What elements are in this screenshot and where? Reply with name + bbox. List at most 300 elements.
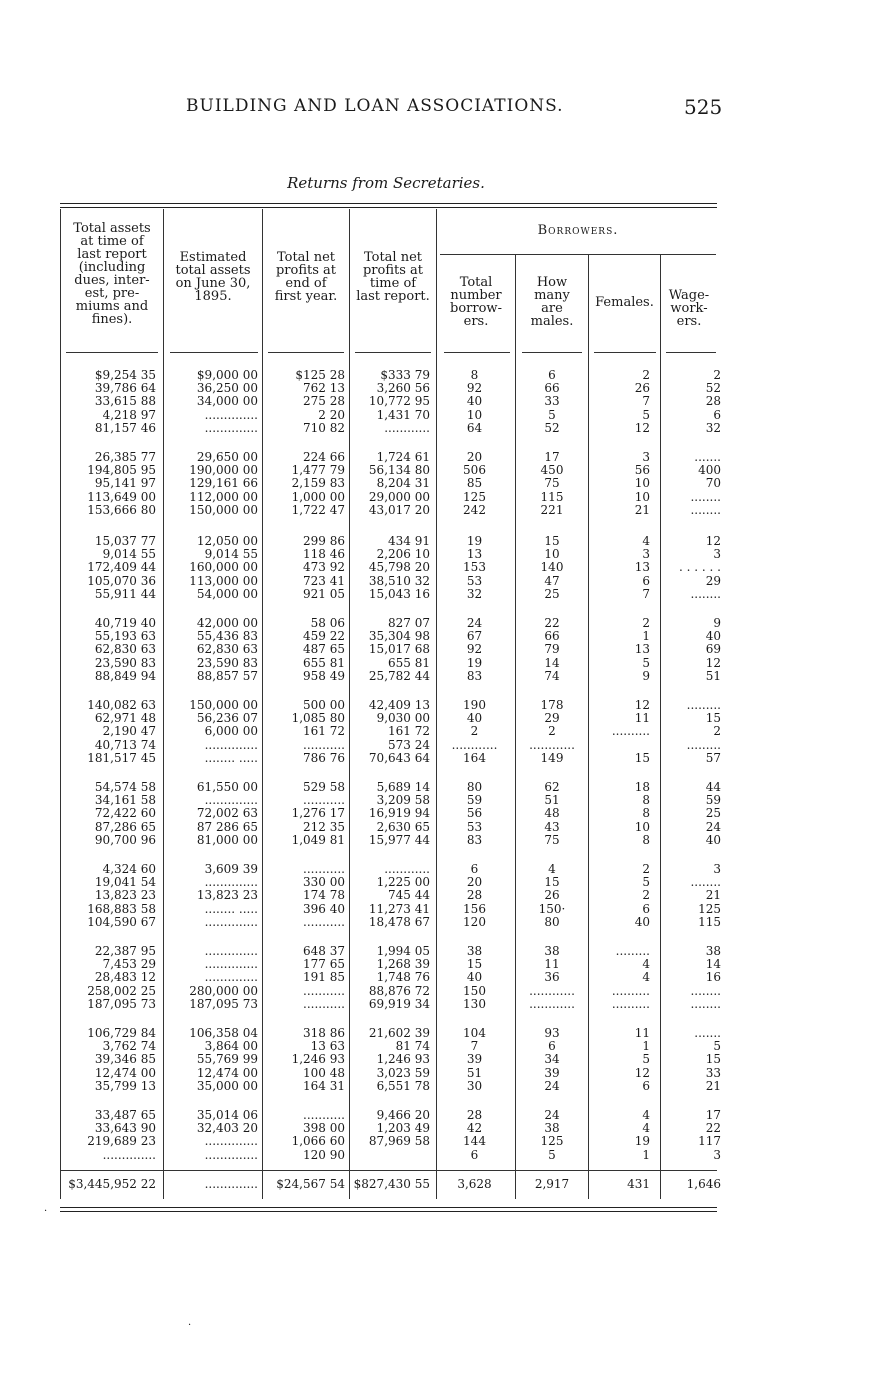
- cell-total-assets: 13,823 23: [94, 888, 156, 903]
- cell-estimated: ..............: [204, 944, 258, 958]
- cell-total-borrowers: 39: [466, 1052, 483, 1067]
- cell-wage-workers: 21: [705, 888, 721, 903]
- cell-total-borrowers: 51: [466, 1065, 483, 1080]
- cell-total-assets: 40,713 74: [94, 737, 156, 752]
- cell-profits-last: 16,919 94: [368, 806, 430, 821]
- cell-males: 15: [544, 534, 560, 548]
- cell-total-borrowers: 92: [466, 381, 483, 396]
- cell-profits-first: 174 78: [303, 888, 345, 903]
- cell-wage-workers: 38: [705, 944, 721, 958]
- cell-estimated: 3,609 39: [204, 862, 258, 876]
- cell-estimated: $9,000 00: [196, 368, 258, 382]
- cell-males: 36: [544, 970, 560, 985]
- cell-profits-last: 745 44: [388, 888, 430, 903]
- cell-total-borrowers: 20: [466, 875, 483, 890]
- cell-males: 149: [540, 750, 564, 765]
- cell-estimated: 106,358 04: [189, 1026, 258, 1040]
- cell-wage-workers: 125: [698, 901, 721, 916]
- cell-profits-last: 38,510 32: [368, 573, 430, 588]
- cell-wage-workers: 3: [713, 1147, 721, 1162]
- cell-males: 75: [544, 476, 560, 491]
- cell-wage-workers: .......: [694, 1026, 721, 1040]
- cell-wage-workers: 32: [705, 420, 721, 435]
- cell-profits-last: 43,017 20: [368, 502, 430, 517]
- cell-females: 7: [642, 586, 650, 601]
- cell-wage-workers: 16: [705, 970, 721, 985]
- cell-males: 25: [544, 586, 560, 601]
- cell-wage-workers: ........: [690, 996, 721, 1011]
- total-males: 2,917: [534, 1177, 570, 1191]
- cell-females: 56: [634, 463, 650, 478]
- cell-total-assets: 181,517 45: [87, 750, 156, 765]
- cell-profits-first: 13 63: [310, 1039, 345, 1054]
- cell-estimated: ..............: [204, 1134, 258, 1149]
- cell-males: 52: [544, 420, 560, 435]
- cell-profits-first: 161 72: [303, 724, 345, 739]
- cell-females: 2: [642, 888, 650, 903]
- cell-profits-last: 9,030 00: [376, 711, 430, 726]
- cell-females: 11: [634, 711, 650, 726]
- cell-profits-last: 87,969 58: [368, 1134, 430, 1149]
- cell-females: ..........: [611, 996, 650, 1011]
- cell-estimated: ..............: [204, 793, 258, 808]
- cell-males: 115: [540, 489, 564, 504]
- cell-males: 14: [544, 655, 560, 670]
- cell-estimated: ..............: [204, 957, 258, 972]
- cell-wage-workers: 40: [705, 629, 721, 644]
- cell-total-assets: 40,719 40: [94, 616, 156, 630]
- cell-total-assets: 81,157 46: [94, 420, 156, 435]
- cell-total-assets: 3,762 74: [102, 1039, 156, 1054]
- cell-total-assets: 34,161 58: [94, 793, 156, 808]
- header-profits-last: Total net profits at time of last report.: [356, 250, 430, 304]
- cell-estimated: 112,000 00: [189, 489, 258, 504]
- cell-wage-workers: 9: [713, 616, 721, 630]
- cell-females: 2: [642, 368, 650, 382]
- cell-profits-first: 710 82: [303, 420, 345, 435]
- cell-females: ..........: [611, 724, 650, 739]
- cell-estimated: ..............: [204, 737, 258, 752]
- cell-wage-workers: 14: [705, 957, 721, 972]
- cell-estimated: 72,002 63: [196, 806, 258, 821]
- cell-males: ............: [529, 996, 575, 1011]
- cell-profits-first: 318 86: [303, 1026, 345, 1040]
- cell-total-borrowers: 38: [466, 944, 483, 958]
- cell-total-assets: 4,324 60: [102, 862, 156, 876]
- cell-males: 79: [544, 642, 560, 657]
- cell-total-assets: 187,095 73: [87, 996, 156, 1011]
- header-estimated: Estimated total assets on June 30, 1895.: [175, 250, 251, 304]
- cell-profits-first: 762 13: [303, 381, 345, 396]
- cell-females: 1: [642, 629, 650, 644]
- cell-profits-last: 10,772 95: [368, 394, 430, 409]
- cell-wage-workers: 2: [713, 724, 721, 739]
- cell-wage-workers: 33: [705, 1065, 721, 1080]
- cell-profits-last: 1,748 76: [376, 970, 430, 985]
- cell-total-assets: 7,453 29: [102, 957, 156, 972]
- cell-females: 21: [634, 502, 650, 517]
- cell-estimated: 29,650 00: [196, 450, 258, 464]
- cell-profits-last: 81 74: [395, 1039, 430, 1054]
- cell-total-borrowers: 153: [463, 560, 486, 575]
- borrowers-rule: [440, 254, 716, 255]
- cell-profits-first: 786 76: [303, 750, 345, 765]
- cell-total-borrowers: 92: [466, 642, 483, 657]
- total-profits-first: $24,567 54: [276, 1177, 345, 1191]
- cell-males: 62: [544, 780, 560, 794]
- cell-females: 12: [634, 698, 650, 712]
- total-assets: $3,445,952 22: [68, 1177, 156, 1191]
- cell-total-assets: $9,254 35: [94, 368, 156, 382]
- cell-estimated: 13,823 23: [196, 888, 258, 903]
- cell-profits-last: 5,689 14: [376, 780, 430, 794]
- cell-estimated: ........ .....: [204, 901, 258, 916]
- cell-profits-last: 6,551 78: [376, 1078, 430, 1093]
- cell-profits-last: 45,798 20: [368, 560, 430, 575]
- cell-profits-last: 3,209 58: [376, 793, 430, 808]
- cell-males: 6: [548, 368, 556, 382]
- cell-profits-first: 275 28: [303, 394, 345, 409]
- cell-profits-first: 921 05: [303, 586, 345, 601]
- cell-profits-first: ...........: [303, 914, 345, 929]
- total-profits-last: $827,430 55: [353, 1177, 430, 1191]
- cell-profits-first: 396 40: [303, 901, 345, 916]
- cell-total-assets: 35,799 13: [94, 1078, 156, 1093]
- cell-males: 10: [544, 547, 560, 562]
- cell-females: 18: [634, 780, 650, 794]
- cell-profits-last: 35,304 98: [368, 629, 430, 644]
- cell-females: 4: [642, 1121, 650, 1136]
- bottom-rule: [60, 1207, 717, 1208]
- cell-wage-workers: 69: [705, 642, 721, 657]
- cell-profits-first: 177 65: [303, 957, 345, 972]
- cell-total-assets: 33,487 65: [94, 1108, 156, 1122]
- cell-total-borrowers: 20: [466, 450, 483, 464]
- totals-rule: [60, 1170, 717, 1171]
- cell-females: 10: [634, 489, 650, 504]
- header-total-assets: Total assets at time of last report (including dues, inter- est, pre- miums and fines).: [73, 221, 151, 327]
- header-rule: [170, 352, 258, 353]
- cell-estimated: 3,864 00: [204, 1039, 258, 1054]
- cell-wage-workers: 24: [705, 819, 721, 834]
- cell-profits-first: 1,276 17: [291, 806, 345, 821]
- cell-profits-first: 212 35: [303, 819, 345, 834]
- cell-males: 221: [540, 502, 564, 517]
- cell-total-borrowers: 53: [466, 573, 483, 588]
- cell-total-assets: 168,883 58: [87, 901, 156, 916]
- cell-total-assets: 87,286 65: [94, 819, 156, 834]
- cell-profits-first: 58 06: [310, 616, 345, 630]
- cell-total-assets: 22,387 95: [94, 944, 156, 958]
- cell-estimated: 280,000 00: [189, 983, 258, 998]
- cell-males: 26: [544, 888, 560, 903]
- cell-profits-last: 56,134 80: [368, 463, 430, 478]
- cell-total-assets: 26,385 77: [94, 450, 156, 464]
- cell-profits-first: 164 31: [303, 1078, 345, 1093]
- cell-profits-last: 15,977 44: [368, 832, 430, 847]
- cell-profits-last: 15,017 68: [368, 642, 430, 657]
- cell-males: 17: [544, 450, 560, 464]
- cell-profits-last: 3,260 56: [376, 381, 430, 396]
- cell-estimated: 55,436 83: [196, 629, 258, 644]
- cell-estimated: 150,000 00: [189, 502, 258, 517]
- cell-total-borrowers: 144: [463, 1134, 486, 1149]
- cell-wage-workers: 117: [698, 1134, 721, 1149]
- cell-total-borrowers: 190: [463, 698, 486, 712]
- cell-females: 40: [634, 914, 650, 929]
- cell-profits-last: 2,206 10: [376, 547, 430, 562]
- cell-wage-workers: 28: [705, 394, 721, 409]
- cell-females: 4: [642, 957, 650, 972]
- cell-total-assets: 23,590 83: [94, 655, 156, 670]
- header-rule: [268, 352, 344, 353]
- cell-profits-last: 434 91: [388, 534, 430, 548]
- cell-profits-first: 118 46: [303, 547, 345, 562]
- cell-total-assets: 88,849 94: [94, 668, 156, 683]
- cell-males: 4: [548, 862, 556, 876]
- cell-profits-last: 1,225 00: [376, 875, 430, 890]
- cell-profits-last: 1,994 05: [376, 944, 430, 958]
- cell-wage-workers: 25: [705, 806, 721, 821]
- cell-total-borrowers: 104: [463, 1026, 486, 1040]
- cell-total-assets: 258,002 25: [87, 983, 156, 998]
- cell-total-borrowers: 24: [466, 616, 483, 630]
- cell-profits-first: 191 85: [303, 970, 345, 985]
- cell-profits-first: 330 00: [303, 875, 345, 890]
- cell-profits-last: 1,724 61: [376, 450, 430, 464]
- cell-profits-first: 655 81: [303, 655, 345, 670]
- cell-estimated: 9,014 55: [204, 547, 258, 562]
- cell-total-borrowers: 85: [466, 476, 483, 491]
- cell-profits-last: 1,203 49: [376, 1121, 430, 1136]
- header-females: Females.: [595, 295, 654, 310]
- cell-males: 34: [544, 1052, 560, 1067]
- cell-females: 19: [634, 1134, 650, 1149]
- cell-profits-last: 25,782 44: [368, 668, 430, 683]
- cell-wage-workers: 51: [705, 668, 721, 683]
- cell-females: 2: [642, 616, 650, 630]
- cell-males: ............: [529, 983, 575, 998]
- cell-estimated: 12,050 00: [196, 534, 258, 548]
- cell-estimated: 56,236 07: [196, 711, 258, 726]
- header-rule: [355, 352, 431, 353]
- cell-males: 24: [544, 1108, 560, 1122]
- cell-females: 3: [642, 547, 650, 562]
- cell-profits-first: ...........: [303, 737, 345, 752]
- cell-wage-workers: 17: [705, 1108, 721, 1122]
- cell-profits-first: 1,477 79: [291, 463, 345, 478]
- cell-profits-last: 18,478 67: [368, 914, 430, 929]
- cell-profits-first: 648 37: [303, 944, 345, 958]
- cell-total-borrowers: 59: [466, 793, 483, 808]
- cell-total-assets: 105,070 36: [87, 573, 156, 588]
- cell-wage-workers: 15: [705, 711, 721, 726]
- cell-total-borrowers: 506: [463, 463, 486, 478]
- cell-profits-first: 1,066 60: [291, 1134, 345, 1149]
- cell-profits-first: ...........: [303, 862, 345, 876]
- cell-males: 51: [544, 793, 560, 808]
- cell-males: 48: [544, 806, 560, 821]
- cell-total-assets: 194,805 95: [87, 463, 156, 478]
- cell-wage-workers: 44: [705, 780, 721, 794]
- cell-total-assets: 153,666 80: [87, 502, 156, 517]
- cell-profits-last: 69,919 34: [368, 996, 430, 1011]
- cell-profits-first: ...........: [303, 793, 345, 808]
- cell-total-assets: 140,082 63: [87, 698, 156, 712]
- cell-profits-first: 1,722 47: [291, 502, 345, 517]
- column-divider: [60, 209, 61, 1199]
- cell-profits-first: 723 41: [303, 573, 345, 588]
- cell-males: 125: [540, 1134, 564, 1149]
- cell-males: 140: [540, 560, 564, 575]
- cell-males: 80: [544, 914, 560, 929]
- header-rule: [444, 352, 510, 353]
- cell-wage-workers: 22: [705, 1121, 721, 1136]
- total-estimated: ..............: [204, 1177, 258, 1191]
- cell-females: 26: [634, 381, 650, 396]
- cell-profits-last: 9,466 20: [376, 1108, 430, 1122]
- cell-estimated: 54,000 00: [196, 586, 258, 601]
- cell-profits-first: ...........: [303, 983, 345, 998]
- cell-total-borrowers: 40: [466, 711, 483, 726]
- cell-females: 9: [642, 668, 650, 683]
- page-number: 525: [684, 95, 723, 119]
- cell-total-assets: 2,190 47: [102, 724, 156, 739]
- bottom-rule-inner: [60, 1211, 717, 1212]
- cell-males: 38: [544, 1121, 560, 1136]
- cell-wage-workers: 12: [705, 655, 721, 670]
- cell-profits-first: 1,049 81: [291, 832, 345, 847]
- cell-males: 178: [540, 698, 564, 712]
- cell-females: 8: [642, 793, 650, 808]
- header-wage-workers: Wage- work- ers.: [668, 288, 710, 329]
- cell-profits-first: 500 00: [303, 698, 345, 712]
- header-rule: [594, 352, 656, 353]
- cell-profits-first: 2 20: [318, 407, 345, 422]
- cell-profits-last: ............: [384, 862, 430, 876]
- cell-wage-workers: ........: [690, 502, 721, 517]
- cell-males: 6: [548, 1039, 556, 1054]
- cell-wage-workers: 15: [705, 1052, 721, 1067]
- cell-profits-first: $125 28: [295, 368, 345, 382]
- cell-total-borrowers: 64: [466, 420, 483, 435]
- cell-wage-workers: 2: [713, 368, 721, 382]
- cell-total-borrowers: 8: [470, 368, 479, 382]
- cell-total-assets: 106,729 84: [87, 1026, 156, 1040]
- cell-males: 24: [544, 1078, 560, 1093]
- cell-females: 6: [642, 1078, 650, 1093]
- total-wage-workers: 1,646: [686, 1177, 721, 1191]
- cell-females: 12: [634, 1065, 650, 1080]
- cell-total-assets: 62,830 63: [94, 642, 156, 657]
- cell-total-borrowers: 15: [466, 957, 483, 972]
- cell-total-borrowers: 30: [466, 1078, 483, 1093]
- cell-profits-last: 88,876 72: [368, 983, 430, 998]
- cell-profits-last: 21,602 39: [368, 1026, 430, 1040]
- header-total-borrowers: Total number borrow- ers.: [450, 275, 502, 329]
- cell-males: 5: [548, 407, 556, 422]
- cell-males: 38: [544, 944, 560, 958]
- cell-total-borrowers: 6: [470, 862, 479, 876]
- cell-wage-workers: .......: [694, 450, 721, 464]
- cell-total-borrowers: 120: [463, 914, 486, 929]
- cell-estimated: ..............: [204, 407, 258, 422]
- cell-profits-last: 2,630 65: [376, 819, 430, 834]
- cell-wage-workers: ........: [690, 586, 721, 601]
- cell-estimated: ..............: [204, 420, 258, 435]
- cell-total-borrowers: 80: [466, 780, 483, 794]
- cell-profits-first: 1,246 93: [291, 1052, 345, 1067]
- cell-total-borrowers: 10: [466, 407, 483, 422]
- cell-females: 12: [634, 420, 650, 435]
- cell-males: 74: [544, 668, 560, 683]
- page-speck: ·: [44, 1206, 48, 1217]
- cell-wage-workers: ........: [690, 983, 721, 998]
- cell-males: 11: [544, 957, 560, 972]
- cell-wage-workers: 115: [698, 914, 721, 929]
- cell-profits-first: 459 22: [303, 629, 345, 644]
- cell-females: 10: [634, 476, 650, 491]
- cell-females: 1: [642, 1039, 650, 1054]
- cell-estimated: ..............: [204, 914, 258, 929]
- cell-total-borrowers: 7: [470, 1039, 479, 1054]
- cell-females: 5: [642, 407, 650, 422]
- cell-profits-last: 42,409 13: [368, 698, 430, 712]
- cell-total-borrowers: 40: [466, 970, 483, 985]
- cell-females: 6: [642, 573, 650, 588]
- cell-total-borrowers: 19: [466, 655, 483, 670]
- cell-wage-workers: .........: [686, 698, 721, 712]
- cell-males: 15: [544, 875, 560, 890]
- cell-estimated: 190,000 00: [189, 463, 258, 478]
- cell-total-borrowers: 32: [466, 586, 483, 601]
- cell-wage-workers: 59: [705, 793, 721, 808]
- cell-total-assets: 19,041 54: [94, 875, 156, 890]
- cell-males: 43: [544, 819, 560, 834]
- cell-estimated: ..............: [204, 1147, 258, 1162]
- cell-wage-workers: 12: [705, 534, 721, 548]
- cell-males: 66: [544, 381, 560, 396]
- header-rule: [666, 352, 716, 353]
- cell-total-borrowers: 42: [466, 1121, 483, 1136]
- cell-males: 5: [548, 1147, 556, 1162]
- cell-estimated: 150,000 00: [189, 698, 258, 712]
- cell-total-borrowers: 2: [470, 724, 479, 739]
- cell-profits-first: 299 86: [303, 534, 345, 548]
- cell-total-assets: 28,483 12: [94, 970, 156, 985]
- cell-males: ............: [529, 737, 575, 752]
- cell-profits-last: 15,043 16: [368, 586, 430, 601]
- cell-females: 6: [642, 901, 650, 916]
- cell-profits-first: 398 00: [303, 1121, 345, 1136]
- cell-profits-last: ............: [384, 420, 430, 435]
- cell-males: 450: [540, 463, 564, 478]
- cell-males: 66: [544, 629, 560, 644]
- cell-total-assets: ..............: [102, 1147, 156, 1162]
- running-head: BUILDING AND LOAN ASSOCIATIONS.: [186, 96, 564, 116]
- cell-total-borrowers: 56: [466, 806, 483, 821]
- cell-wage-workers: ........: [690, 875, 721, 890]
- cell-profits-first: 529 58: [303, 780, 345, 794]
- header-borrowers: Borrowers.: [537, 223, 619, 238]
- cell-total-assets: 72,422 60: [94, 806, 156, 821]
- cell-females: 13: [634, 560, 650, 575]
- cell-profits-first: 120 90: [303, 1147, 345, 1162]
- cell-profits-first: ...........: [303, 1108, 345, 1122]
- column-divider: [262, 209, 263, 1199]
- cell-total-borrowers: ............: [451, 737, 498, 752]
- cell-total-borrowers: 83: [466, 832, 483, 847]
